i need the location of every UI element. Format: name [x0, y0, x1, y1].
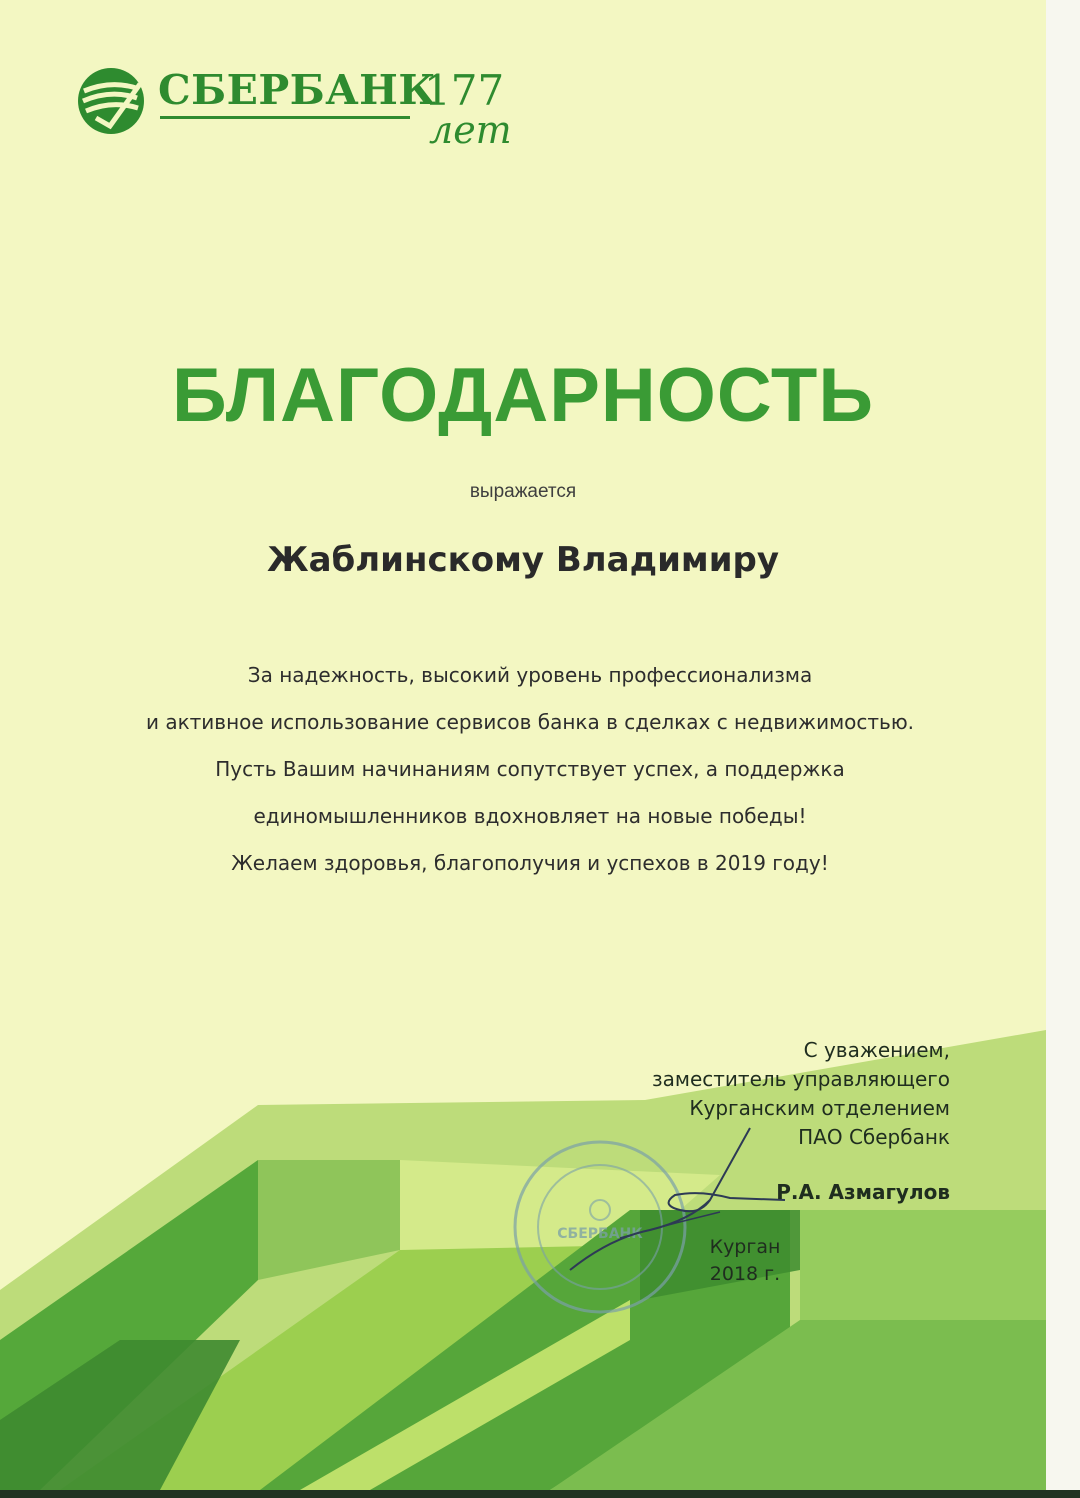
- certificate-title: БЛАГОДАРНОСТЬ: [172, 353, 874, 438]
- logo-years-word: лет: [429, 108, 512, 152]
- body-line: и активное использование сервисов банка в сделках с недвижимостью.: [145, 710, 915, 734]
- city: Курган: [709, 1236, 781, 1258]
- signature-line: ПАО Сбербанк: [798, 1125, 950, 1149]
- body-text: [0, 652, 1046, 887]
- sberbank-logo-icon: [74, 64, 148, 138]
- signature-line: С уважением,: [803, 1038, 950, 1062]
- logo-brand-text: СБЕРБАНК: [158, 66, 437, 114]
- scan-margin-right: [1046, 0, 1080, 1498]
- scan-margin-bottom: [0, 1490, 1080, 1498]
- body-line: Желаем здоровья, благополучия и успехов в 2019 году!: [231, 851, 829, 875]
- certificate-subtitle: выражается: [469, 481, 577, 502]
- signature-block: [450, 1036, 950, 1152]
- signature-line: заместитель управляющего: [652, 1067, 950, 1091]
- signatory-name: Р.А. Азмагулов: [776, 1180, 950, 1204]
- sberbank-logo: [74, 56, 574, 186]
- body-line: единомышленников вдохновляет на новые победы!: [253, 804, 807, 828]
- logo-underline: [160, 116, 410, 119]
- place-and-date: [690, 1234, 800, 1288]
- stamp-text: СБЕРБАНК: [557, 1226, 643, 1242]
- logo-years: 177: [424, 66, 505, 115]
- body-line: Пусть Вашим начинаниям сопутствует успех, а поддержка: [215, 757, 845, 781]
- year: 2018 г.: [709, 1263, 781, 1285]
- recipient-name: Жаблинскому Владимиру: [266, 540, 780, 580]
- body-line: За надежность, высокий уровень профессионализма: [247, 663, 813, 687]
- signature-line: Курганским отделением: [689, 1096, 950, 1120]
